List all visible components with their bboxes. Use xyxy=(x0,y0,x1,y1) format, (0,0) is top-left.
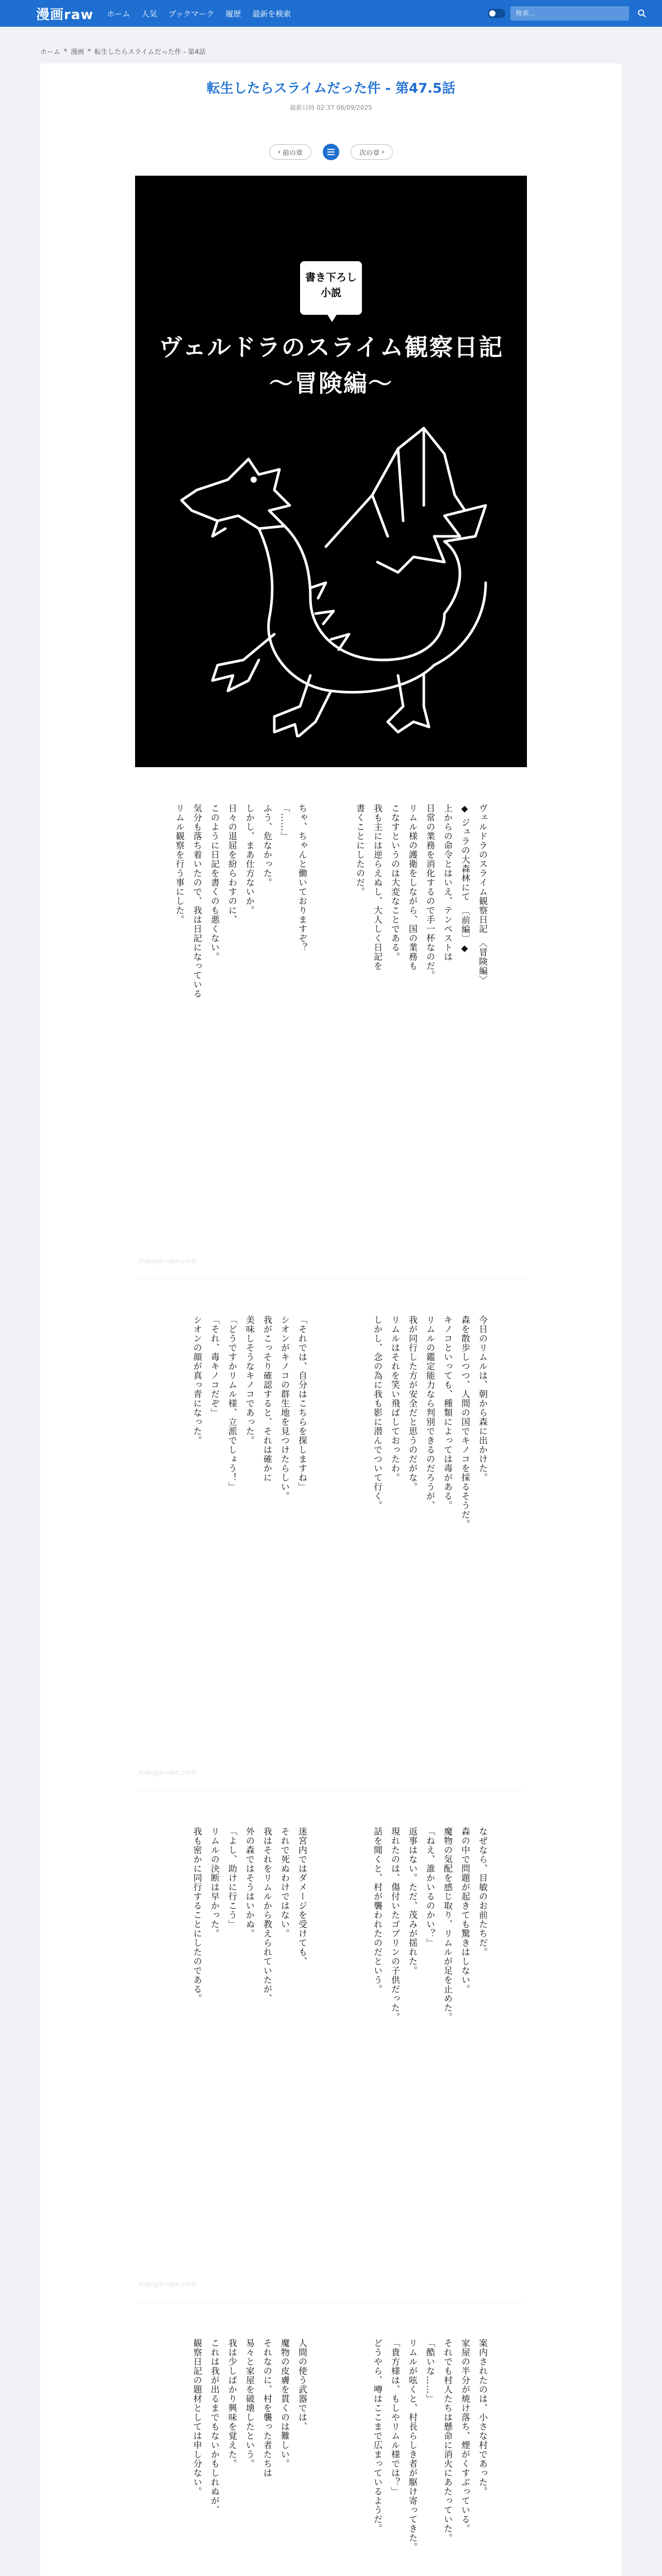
list-icon xyxy=(327,149,335,155)
nav-latest-search[interactable]: 最新を検索 xyxy=(252,9,291,19)
chapter-title: 転生したらスライムだった件 - 第47.5話 xyxy=(206,81,456,96)
breadcrumb-home[interactable]: ホーム xyxy=(40,48,61,56)
search-input[interactable] xyxy=(510,6,629,21)
nav-popular[interactable]: 人気 xyxy=(141,9,157,19)
chevron-right-icon: › xyxy=(379,148,385,156)
nav-home[interactable]: ホーム xyxy=(107,9,130,19)
main-nav xyxy=(107,8,291,19)
text-column: 今日のリムルは、朝から森に出かけた。 森を散歩しつつ、人間の国でキノコを採るそうだ。 キノコといっても、種類によっては毒がある。 リムルの鑑定能力なら判別できるのだろうが、 我が同行した方が安全だと思うのだがな。 リムルはそれを笑い飛ばしておったわ。 しかし、念の為に我も影に潜んでついて行く。 xyxy=(372,1315,487,1529)
dark-mode-toggle[interactable] xyxy=(488,9,505,18)
chapter-updated-time: 最新日時 02:37 06/09/2025 xyxy=(290,104,372,111)
text-column: 「それでは、自分はこちらを探しますね」 シオンがキノコの群生地を見つけたらしい。 我がこっそり確認すると、それは確かに 美味しそうなキノコであった。 「どうですかリムル様、立派でしょう！」 「それ、毒キノコだぞ」 シオンの顔が真っ青になった。 xyxy=(191,1315,307,1501)
next-chapter-label: 次の章 xyxy=(359,149,380,157)
site-logo[interactable]: 漫画raw xyxy=(36,7,94,23)
cover-title xyxy=(135,329,527,401)
breadcrumb-container xyxy=(40,46,622,56)
chapter-navigation xyxy=(40,144,622,160)
prev-chapter-button[interactable] xyxy=(269,144,311,160)
search-icon xyxy=(638,9,646,18)
cover-page xyxy=(135,176,527,767)
breadcrumb-current[interactable]: 転生したらスライムだった件 - 第4話 xyxy=(94,48,206,56)
text-page xyxy=(135,1279,527,1790)
cover-title-line2: 〜冒険編〜 xyxy=(269,369,393,397)
next-chapter-button[interactable] xyxy=(351,144,393,160)
breadcrumb-separator: » xyxy=(63,46,68,54)
cover-title-line1: ヴェルドラのスライム観察日記 xyxy=(158,333,504,361)
text-column: 人間の使う武器では、 魔物の皮膚を貫くのは難しい。 それなのに、村を襲った者たちは 易々と家屋を破壊したという。 我は少しばかり興味を覚えた。 これは我が出るまでもないかもしれぬが、 観察日記の題材としては申し分ない。 xyxy=(191,2338,307,2515)
chevron-left-icon: ‹ xyxy=(277,148,283,156)
breadcrumb-manga[interactable]: 漫画 xyxy=(70,48,84,56)
chapter-list-button[interactable] xyxy=(323,144,339,160)
text-page xyxy=(135,1790,527,2302)
text-column: なぜなら、目敏のお前たちだ。 森の中で問題が起きても驚きはしない。 魔物の気配を感じ取り、リムルが足を止めた。 「ねえ、誰かいるのかい？」 返事はない。ただ、茂みが揺れた。 現れたのは、傷付いたゴブリンの子供だった。 話を聞くと、村が襲われたのだという。 xyxy=(372,1827,487,2022)
chapter-pages xyxy=(135,176,527,2576)
text-column: ちゃ、ちゃんと働いておりますぞ？ 「……」 ふう、危なかった。 しかし、まあ仕方ないか。 日々の退屈を紛らわすのに、 このように日記を書くのも悪くない。 気分も落ち着いたので、我は日記になっている リムル観察を行う事にした。 xyxy=(174,804,307,998)
watermark: manga-raw.com xyxy=(138,1257,196,1265)
watermark: manga-raw.com xyxy=(138,2280,196,2289)
text-column: 案内されたのは、小さな村であった。 家屋の半分が焼け落ち、煙がくすぶっている。 それでも村人たちは懸命に消火にあたっていた。 「酷いな……」 リムルが呟くと、村長らしき者が駆け寄ってきた。 「貴方様は、もしやリムル様では？」 どうやら、噂はここまで広まっているようだ。 xyxy=(372,2338,487,2552)
prev-chapter-label: 前の章 xyxy=(282,149,303,157)
header-tools xyxy=(488,6,650,21)
dragon-illustration xyxy=(156,418,506,737)
watermark: manga-raw.com xyxy=(138,1769,196,1777)
chapter-card xyxy=(40,63,622,2576)
top-navigation-bar xyxy=(0,0,662,27)
text-page xyxy=(135,2302,527,2576)
text-column: ヴェルドラのスライム観察日記 〈冒険編〉 ◆ ジュラの大森林にて 〔前編〕◆ 上からの命令とはいえ、テンペストは 日常の業務を消化するので手一杯なのだ。 リムル様の護衛をしながら、国の業務も こなすというのは大変なことである。 我も主には逆らえぬし、大人しく日記を 書くことにしたのだ。 xyxy=(354,804,487,985)
cover-badge-line1: 書き下ろし xyxy=(305,271,357,283)
breadcrumb-separator: » xyxy=(87,46,91,54)
nav-history[interactable]: 履歴 xyxy=(225,9,241,19)
breadcrumb xyxy=(40,46,622,56)
cover-badge xyxy=(300,261,362,315)
text-column: 迷宮内ではダメージを受けても、 それで死ぬわけではない。 我はそれをリムルから教えられていたが、 外の森ではそうはいかぬ。 「よし、助けに行こう」 リムルの決断は早かった。 我も密かに同行することにしたのである。 xyxy=(191,1827,307,2003)
nav-bookmarks[interactable]: ブックマーク xyxy=(168,9,214,19)
cover-badge-line2: 小説 xyxy=(321,286,341,299)
text-page xyxy=(135,767,527,1279)
search-button[interactable] xyxy=(634,6,650,21)
